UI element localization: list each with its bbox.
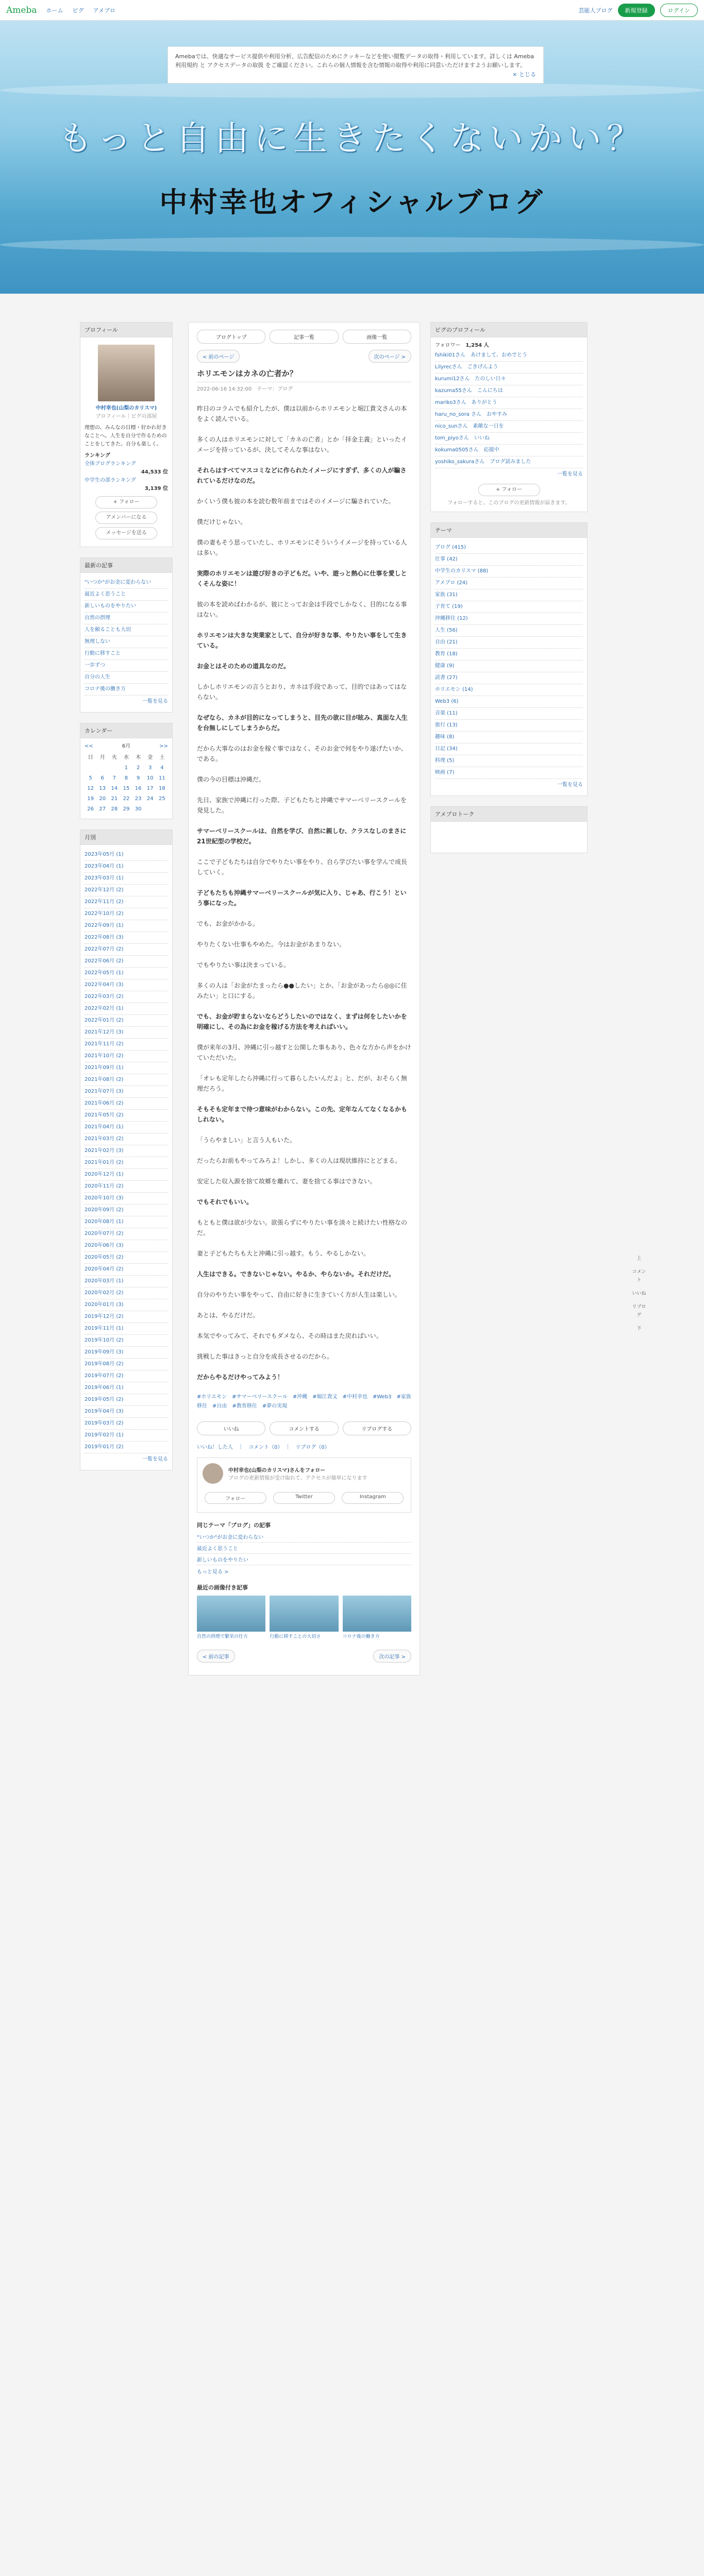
calendar-day[interactable]: 1 [124,765,128,771]
calendar-day[interactable]: 12 [87,786,94,791]
pig-item[interactable]: kazuma55さん こんにちは [435,385,583,397]
article-paragraph: 本気でやってみて、それでもダメなら、その時はまた戻ればいい。 [197,1332,382,1340]
archive-item[interactable]: 2019年05月 (2) [85,1394,168,1406]
popular-thumb[interactable] [197,1596,265,1640]
pig-follow-button[interactable]: + フォロー [478,484,540,496]
avatar[interactable] [98,345,155,401]
profile-name[interactable]: 中村幸也(山梨のカリスマ) [95,405,157,411]
reblog-button[interactable]: リブログする [343,1421,411,1435]
top-actions [579,4,698,17]
article-paragraph: 昨日のコラムでも紹介したが、僕は以前からホリエモンと堀江貴文さんの本をよく読んでいる。 [197,405,407,422]
calendar-day[interactable]: 22 [123,796,130,802]
article-paragraph: かくいう僕も彼の本を読む数年前まではそのイメージに騙されていた。 [197,498,395,505]
archive-item[interactable]: 2021年02月 (3) [85,1145,168,1157]
thumb-title: 自然の摂理で繁栄の仕方 [197,1634,248,1639]
theme-more-link[interactable]: 一覧を見る [557,782,583,788]
theme-item[interactable]: 教育 (18) [435,649,583,660]
archive-item[interactable]: 2023年05月 (1) [85,849,168,861]
archive-item[interactable]: 2019年11月 (1) [85,1323,168,1335]
archive-item[interactable]: 2021年01月 (2) [85,1157,168,1169]
archive-item[interactable]: 2019年02月 (1) [85,1430,168,1442]
thumb-image [197,1596,265,1632]
ranking-overall[interactable]: 全体ブログランキング [85,461,136,467]
float-reblog-button[interactable]: リブログ [632,1304,646,1318]
calendar-weekday: 月 [99,755,105,760]
cookie-close-button[interactable]: × とじる [512,71,536,78]
article-paragraph: だからやるだけやってみよう！ [197,1374,284,1381]
article-paragraph: 人生はできる。できないじゃない。やるか、やらないか。それだけだ。 [197,1270,395,1278]
same-theme-item[interactable]: 最近よく思うこと [197,1543,411,1554]
top-nav [46,6,115,14]
article-paragraph: 実際のホリエモンは遊び好きの子どもだ。いや、遊っと熱心に仕事を愛しとくそんな姿に！ [197,570,407,587]
recent-more-link[interactable]: 一覧を見る [142,699,168,704]
nav-home[interactable]: ホーム [46,7,63,14]
same-theme-more[interactable]: もっと見る > [197,1569,229,1575]
archive-item[interactable]: 2020年11月 (2) [85,1181,168,1193]
float-like-button[interactable]: いいね [632,1291,646,1296]
article-meta: 2022-06-16 14:32:00 テーマ：ブログ [197,386,293,392]
calendar-day[interactable]: 10 [146,775,154,781]
float-comment-button[interactable]: コメント [632,1269,646,1283]
avatar[interactable] [203,1463,223,1484]
archive-item[interactable]: 2021年05月 (2) [85,1110,168,1122]
archive-item[interactable]: 2019年09月 (3) [85,1347,168,1359]
article-paragraph: お金とはそのための道具なのだ。 [197,663,290,670]
theme-item[interactable]: 仕事 (42) [435,554,583,566]
recent-item[interactable]: 自分の人生 [85,672,168,684]
theme-item[interactable]: 子育て (19) [435,601,583,613]
recent-item[interactable]: "いつか"がお金に変わらない [85,577,168,589]
calendar-box [80,723,173,819]
header-title-sub[interactable]: 中村幸也オフィシャルブログ [159,186,545,218]
message-button[interactable]: メッセージを送る [95,527,157,539]
calendar-day[interactable]: 16 [135,786,142,791]
archive-item[interactable]: 2020年08月 (1) [85,1216,168,1228]
calendar-day [156,804,168,815]
archive-item[interactable]: 2021年03月 (2) [85,1133,168,1145]
calendar-day[interactable]: 26 [87,806,94,812]
profile-box [80,322,173,547]
article-paragraph: あとは、やるだけだ。 [197,1312,259,1319]
calendar-prev[interactable]: << [85,743,93,749]
ameba-logo[interactable] [6,5,37,15]
calendar-day[interactable]: 2 [136,765,140,771]
calendar-day[interactable]: 14 [111,786,118,791]
archive-item[interactable]: 2020年12月 (1) [85,1169,168,1181]
followers-count: 1,254 人 [465,343,489,348]
page-pager [197,350,411,363]
calendar-day[interactable]: 30 [135,806,142,812]
signup-button[interactable]: 新規登録 [618,4,655,17]
archive-item[interactable]: 2020年01月 (3) [85,1299,168,1311]
pig-item[interactable]: kurumi12さん たのしい日々 [435,374,583,385]
article-paragraph: でも、お金が貯まらないならどうしたいのではなく、まずは何をしたいかを明確にし、その為にお金を稼げる方法を考えればいい。 [197,1013,407,1030]
calendar-day[interactable]: 7 [112,775,116,781]
theme-item[interactable]: Web3 (6) [435,696,583,708]
ranking-overall-value: 44,533 位 [141,469,168,475]
calendar-day [144,804,156,815]
prev-page-button[interactable]: < 前のページ [197,350,240,363]
article-paragraph: 僕が来年の3月、沖縄に引っ越すと公開した事もあり、色々な方から声をかけていただいた。 [197,1044,411,1061]
article-paragraph: 多くの人はホリエモンに対して「カネの亡者」とか「拝金主義」といったイメージを持っているが、決してそんな事はない。 [197,436,407,453]
article-paragraph: 子どもたちも沖縄サマーベリースクールが気に入り、じゃあ、行こう！という事になった。 [197,889,407,907]
same-theme-item[interactable]: 新しいものをやりたい [197,1554,411,1565]
calendar-day[interactable]: 8 [124,775,128,781]
archive-item[interactable]: 2021年04月 (1) [85,1122,168,1133]
archive-item[interactable]: 2020年04月 (2) [85,1264,168,1276]
talk-heading: アメブロトーク [431,807,587,822]
cookie-notice [167,46,544,83]
nav-pigg[interactable]: ピグ [72,7,84,14]
theme-item[interactable]: 中学生のカリスマ (88) [435,566,583,578]
archive-item[interactable]: 2019年03月 (2) [85,1418,168,1430]
ranking-label: ランキング [85,453,110,459]
calendar-day[interactable]: 23 [135,796,142,802]
pig-heading: ピグのプロフィール [431,323,587,337]
archive-item[interactable]: 2020年02月 (2) [85,1287,168,1299]
theme-item[interactable]: 料理 (5) [435,755,583,767]
article-paragraph: 挑戦した事はきっと自分を成長させるのだから。 [197,1353,333,1360]
calendar-day[interactable]: 15 [123,786,130,791]
share-bar [197,1421,411,1435]
pig-note: フォローすると、このブログの更新情報が届きます。 [447,500,571,506]
calendar-day[interactable]: 18 [159,786,165,791]
recent-item[interactable]: 人を頼ることも大切 [85,624,168,636]
archive-item[interactable]: 2022年08月 (3) [85,932,168,944]
calendar-weekday: 火 [111,755,117,760]
article-paragraph: 妻と子どもたちも大と沖縄に引っ越す。もう、やるしかない。 [197,1250,370,1257]
article-paragraph: 僕だけじゃない。 [197,518,247,526]
calendar-day[interactable]: 4 [160,765,164,771]
calendar-day[interactable]: 25 [159,796,165,802]
recent-item[interactable]: 自然の摂理 [85,613,168,624]
pig-list [435,350,583,468]
thumb-title: 行動に移すことの大切さ [270,1634,321,1639]
article-paragraph: でも、お金がかかる。 [197,920,259,927]
article-paragraph: それらはすべてマスコミなどに作られたイメージにすぎず、多くの人が騙されているだけなのだ。 [197,467,407,484]
archive-item[interactable]: 2022年02月 (1) [85,1003,168,1015]
archive-item[interactable]: 2021年09月 (1) [85,1062,168,1074]
recent-heading: 最新の記事 [80,558,172,573]
same-theme-item[interactable]: "いつか"がお金に変わらない [197,1531,411,1543]
pig-item[interactable]: Lilyrecさん ごきげんよう [435,362,583,374]
same-theme-list [197,1531,411,1565]
article-body [197,403,411,1382]
calendar-day [85,763,96,773]
article-paragraph: 「うらやましい」と言う人もいた。 [197,1137,296,1144]
archive-box [80,829,173,1470]
tab-article-list[interactable]: 記事一覧 [270,330,338,344]
article-paragraph: 安定した収入源を捨て故郷を離れて、妻を捨てる事はできない。 [197,1178,376,1185]
article-main [188,322,420,1675]
recent-item[interactable]: 最近よく思うこと [85,589,168,601]
pig-item[interactable]: tom_piyoさん いいね [435,433,583,445]
calendar-day[interactable]: 17 [146,786,154,791]
archive-item[interactable]: 2023年04月 (1) [85,861,168,873]
scroll-top-button[interactable]: 上 [636,1256,642,1261]
archive-item[interactable]: 2021年07月 (3) [85,1086,168,1098]
archive-item[interactable]: 2020年03月 (1) [85,1276,168,1287]
article-paragraph: 自分のやりたい事をやって、自由に好きに生きていく方が人生は楽しい。 [197,1291,401,1298]
instagram-button[interactable]: Instagram [342,1492,404,1504]
login-button[interactable]: ログイン [660,4,698,17]
calendar-weekday: 木 [136,755,141,760]
article-paragraph: でもそれでもいい。 [197,1198,253,1206]
article-paragraph: でもやりたい事は決まっている。 [197,961,290,969]
archive-more-link[interactable]: 一覧を見る [142,1456,168,1462]
archive-item[interactable]: 2022年03月 (2) [85,991,168,1003]
theme-item[interactable]: アメブロ (24) [435,578,583,589]
article-paragraph: やりたくない仕事もやめた。今はお金があまりない。 [197,941,346,948]
archive-item[interactable]: 2022年04月 (3) [85,979,168,991]
archive-item[interactable]: 2020年09月 (2) [85,1205,168,1216]
calendar-day[interactable]: 27 [99,806,106,812]
archive-item[interactable]: 2019年07月 (2) [85,1370,168,1382]
article-tags[interactable]: #ホリエモン #サマーベリースクール #沖縄 #堀江貴文 #中村幸也 #Web3 #家族移住 #自由 #教育移住 #夢の実現 [197,1394,411,1409]
archive-item[interactable]: 2019年04月 (3) [85,1406,168,1418]
article-paragraph: だから大事なのはお金を稼ぐ事ではなく、そのお金で何をやり遂げたいか、である。 [197,745,407,762]
theme-item[interactable]: 健康 (9) [435,660,583,672]
reaction-links[interactable]: いいね！した人 ｜ コメント（0） ｜ リブログ（0） [197,1445,330,1450]
article-paragraph: だったらお前もやってみろよ！しかし、多くの人は現状維持にとどまる。 [197,1157,401,1164]
theme-item[interactable]: ブログ (415) [435,542,583,554]
pig-item[interactable]: yoshiko_sakuraさん ブログ読みました [435,456,583,468]
tab-image-list[interactable]: 画像一覧 [343,330,411,344]
calendar-next[interactable]: >> [159,743,168,749]
article-paragraph: なぜなら、カネが目的になってしまうと、目先の欲に目が眩み、真面な人生を台無しにしてしまうからだ。 [197,714,408,732]
recent-item[interactable]: コロナ後の働き方 [85,684,168,696]
follow-card [197,1458,411,1513]
next-article-button[interactable]: 次の記事 > [373,1650,411,1663]
talk-box [430,806,588,853]
article-paragraph: サマーベリースクールは、自然を学び、自然に親しむ、クラスなしのまさに21世紀型の学校だ。 [197,827,407,845]
follow-button[interactable]: + フォロー [95,496,157,509]
recent-item[interactable]: 一歩ずつ [85,660,168,672]
archive-item[interactable]: 2022年01月 (2) [85,1015,168,1027]
calendar-weekday: 金 [147,755,153,760]
archive-item[interactable]: 2023年03月 (1) [85,873,168,885]
theme-heading: テーマ [431,523,587,538]
recent-list [85,577,168,696]
archive-item[interactable]: 2020年05月 (2) [85,1252,168,1264]
theme-box [430,522,588,796]
calendar-day[interactable]: 21 [111,796,118,802]
recent-box [80,557,173,713]
archive-item[interactable]: 2020年10月 (3) [85,1193,168,1205]
article-paragraph: 多くの人は「お金がたまったら●●したい」とか、「お金があったら◎◎に住みたい」と口にする。 [197,982,407,999]
same-theme-heading: 同じテーマ「ブログ」の記事 [197,1522,271,1529]
article-paragraph: 「オレも定年したら沖縄に行って暮らしたいんだよ」と、だが、おそらく無理だろう。 [197,1075,408,1092]
calendar-weekday: 土 [159,755,165,760]
ranking-category-value: 3,139 位 [144,486,168,492]
theme-item[interactable]: 旅行 (13) [435,720,583,732]
thumb-image [270,1596,338,1632]
archive-item[interactable]: 2021年10月 (2) [85,1050,168,1062]
archive-item[interactable]: 2019年06月 (1) [85,1382,168,1394]
thumb-image [343,1596,411,1632]
header-title-main: もっと自由に生きたくないかい？ [58,118,646,158]
pig-box [430,322,588,512]
top-bar [0,0,704,21]
popular-thumb[interactable] [343,1596,411,1640]
theme-item[interactable]: 沖縄移住 (12) [435,613,583,625]
logo-text: Ameba [6,5,37,15]
archive-heading: 月別 [80,830,172,845]
followers-label: フォロワー [435,343,461,348]
celebrity-blog-link[interactable]: 芸能人ブログ [578,7,613,14]
archive-item[interactable]: 2022年09月 (1) [85,920,168,932]
theme-item[interactable]: 日記 (34) [435,743,583,755]
pig-item[interactable]: fshiki01さん あけまして、おめでとう [435,350,583,362]
header-wave [0,237,704,252]
archive-item[interactable]: 2022年05月 (1) [85,968,168,979]
calendar-weekday: 水 [123,755,129,760]
article-title[interactable]: ホリエモンはカネの亡者か？ [197,368,411,382]
follow-card-title: 中村幸也(山梨のカリスマ)さんをフォロー [228,1468,326,1473]
pig-item[interactable]: nico_sunさん 素敵な一日を [435,421,583,433]
follow-card-sub: ブログの更新情報が受け取れて、アクセスが簡単になります [228,1476,367,1481]
article-paragraph: もともと僕は欲が少ない。欲張らずにやりたい事を淡々と続けたい性格なのだ。 [197,1219,408,1236]
popular-thumb[interactable] [270,1596,338,1640]
calendar-day[interactable]: 5 [89,775,92,781]
right-sidebar [430,322,588,863]
blog-tabs [197,330,411,344]
archive-item[interactable]: 2019年08月 (2) [85,1359,168,1370]
archive-list [85,849,168,1453]
archive-item[interactable]: 2022年06月 (2) [85,956,168,968]
article-paragraph: 先日、家族で沖縄に行った際、子どもたちと沖縄でサマーベリースクールを発見した。 [197,796,407,814]
profile-sub: プロフィール｜ピグの部屋 [95,414,157,419]
ranking-category[interactable]: 中学生の部ランキング [85,478,136,483]
prev-article-button[interactable]: < 前の記事 [197,1650,235,1663]
theme-item[interactable]: 映画 (7) [435,767,583,779]
header-wave [0,82,704,98]
pig-more-link[interactable]: 一覧を見る [557,471,583,477]
calendar-day[interactable]: 11 [159,775,165,781]
archive-item[interactable]: 2021年06月 (2) [85,1098,168,1110]
calendar-table [85,753,168,815]
scroll-bottom-button[interactable]: 下 [636,1326,642,1331]
calendar-day[interactable]: 20 [99,796,106,802]
floating-toolbar [631,1255,647,1338]
article-pager [197,1650,411,1663]
theme-list [435,542,583,779]
calendar-heading: カレンダー [80,723,172,738]
recent-item[interactable]: 新しいものをやりたい [85,601,168,613]
recent-item[interactable]: 無理しない [85,636,168,648]
archive-item[interactable]: 2020年07月 (2) [85,1228,168,1240]
archive-item[interactable]: 2022年11月 (2) [85,896,168,908]
archive-item[interactable]: 2021年08月 (2) [85,1074,168,1086]
calendar-day[interactable]: 28 [111,806,118,812]
left-sidebar [80,322,173,1481]
profile-heading: プロフィール [80,323,172,337]
comment-button[interactable]: コメントする [270,1421,338,1435]
theme-item[interactable]: 音楽 (11) [435,708,583,720]
cookie-notice-text: Amebaでは、快適なサービス提供や利用分析、広告配信のためにクッキーなどを使い閲覧データの取得・利用しています。詳しくは Ameba利用規約 と アクセスデータの取扱 をご確認ください。これらの個人情報を含む情報の取得や利用に同意いただけますようお願いします。 [175,53,534,69]
popular-thumbs [197,1596,411,1640]
archive-item[interactable]: 2021年11月 (2) [85,1039,168,1050]
theme-item[interactable]: 家族 (31) [435,589,583,601]
theme-item[interactable]: 読書 (27) [435,672,583,684]
archive-item[interactable]: 2022年07月 (2) [85,944,168,956]
pig-item[interactable]: mariko3さん ありがとう [435,397,583,409]
calendar-month: 6月 [122,743,131,749]
archive-item[interactable]: 2019年01月 (2) [85,1442,168,1453]
theme-item[interactable]: ホリエモン (14) [435,684,583,696]
calendar-day [108,763,120,773]
theme-item[interactable]: 人生 (56) [435,625,583,637]
recent-item[interactable]: 行動に移すこと [85,648,168,660]
calendar-weekday: 日 [88,755,93,760]
profile-desc: 理想の、みんなの目標・好かれ好きなことへ。人生を自分で作るためのことをしてきた。自分も楽しく。 [85,425,167,447]
article-paragraph: ここで子どもたちは自分でやりたい事をやり、自ら学びたい事を学んで成長していく。 [197,858,408,876]
archive-item[interactable]: 2021年12月 (3) [85,1027,168,1039]
article-paragraph: 僕の妻もそう思っていたし、ホリエモンにそういうイメージを持っている人は多い。 [197,539,407,556]
article-paragraph: 彼の本を読めばわかるが、彼にとってお金は手段でしかなく、目的になる事はない。 [197,601,407,618]
calendar-day[interactable]: 13 [99,786,106,791]
next-page-button[interactable]: 次のページ > [368,350,411,363]
archive-item[interactable]: 2019年10月 (2) [85,1335,168,1347]
archive-item[interactable]: 2022年10月 (2) [85,908,168,920]
theme-item[interactable]: 趣味 (8) [435,732,583,743]
archive-item[interactable]: 2022年12月 (2) [85,885,168,896]
article-paragraph: 僕の今の目標は沖縄だ。 [197,776,265,783]
article-paragraph: そもそも定年まで待つ意味がわからない。この先、定年なんてなくなるかもしれない。 [197,1106,408,1123]
follow-card-follow-button[interactable]: フォロー [205,1492,266,1504]
calendar-day[interactable]: 9 [136,775,140,781]
calendar-day[interactable]: 3 [148,765,152,771]
twitter-button[interactable]: Twitter [273,1492,335,1504]
article-paragraph: しかしホリエモンの言うとおり、カネは手段であって、目的ではあってはならない。 [197,683,407,701]
nav-ameblo[interactable]: アメブロ [93,7,115,14]
archive-item[interactable]: 2020年06月 (3) [85,1240,168,1252]
tab-blog-top[interactable]: ブログトップ [197,330,265,344]
thumb-title: コロナ後の働き方 [342,1634,380,1639]
like-button[interactable]: いいね [197,1421,265,1435]
archive-item[interactable]: 2019年12月 (2) [85,1311,168,1323]
calendar-day[interactable]: 19 [87,796,94,802]
pig-item[interactable]: haru_no_sora さん おやすみ [435,409,583,421]
popular-heading: 最近の画像付き記事 [197,1584,248,1591]
amember-button[interactable]: アメンバーになる [95,512,157,524]
calendar-day[interactable]: 29 [123,806,130,812]
article-paragraph: ホリエモンは大きな実業家として、自分が好きな事、やりたい事をして生きている。 [197,632,407,649]
pig-item[interactable]: kokuma0505さん 応援中 [435,445,583,456]
calendar-day[interactable]: 24 [146,796,154,802]
calendar-day [96,763,108,773]
theme-item[interactable]: 自由 (21) [435,637,583,649]
calendar-day[interactable]: 6 [100,775,104,781]
